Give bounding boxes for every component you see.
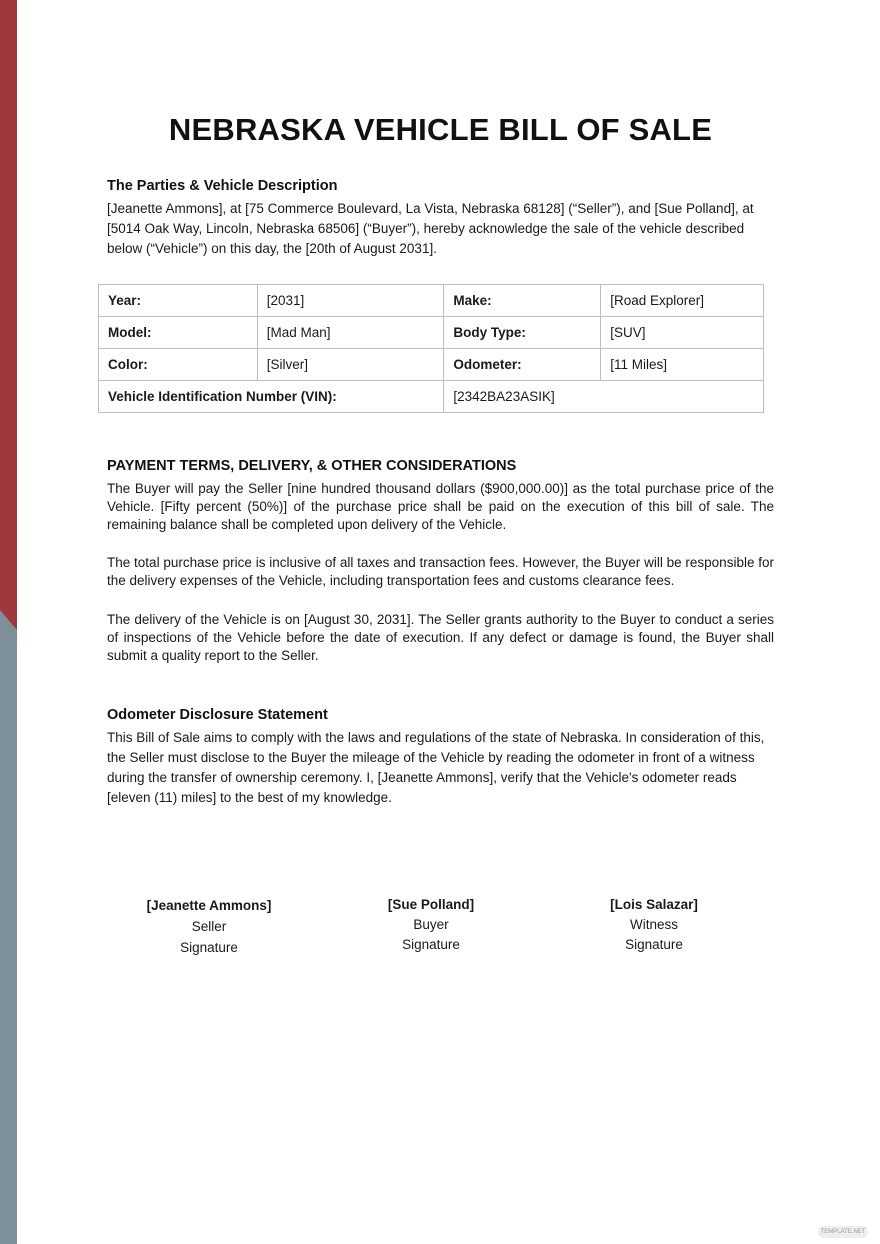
make-value: [Road Explorer]: [601, 285, 764, 317]
buyer-role: Buyer: [413, 917, 449, 932]
payment-paragraph-3: The delivery of the Vehicle is on [August 30, 2031]. The Seller grants authority to the Buyer to conduct a series of inspections of the Vehicle before the date of execution. If any defect or damage is found, the Buyer shall submit a quality report to the Seller.: [107, 612, 774, 663]
body-type-value: [SUV]: [601, 317, 764, 349]
payment-heading: PAYMENT TERMS, DELIVERY, & OTHER CONSIDERATIONS: [107, 458, 517, 474]
year-label: Year:: [99, 285, 258, 317]
table-row: [99, 349, 764, 381]
table-row: [99, 381, 764, 413]
payment-paragraph-2: The total purchase price is inclusive of all taxes and transaction fees. However, the Buyer will be responsible for the delivery expenses of the Vehicle, including transportation fees and customs clearance fees.: [107, 555, 774, 588]
odometer-paragraph: This Bill of Sale aims to comply with the laws and regulations of the state of Nebraska. In consideration of this, the Seller must disclose to the Buyer the mileage of the Vehicle by reading the odometer in front of a witness during the transfer of ownership ceremony. I, [Jeanette Ammons], verify that the Vehicle's odometer reads [eleven (11) miles] to the best of my knowledge.: [107, 730, 765, 805]
witness-role: Witness: [629, 917, 678, 932]
vin-value: [2342BA23ASIK]: [444, 381, 764, 413]
table-row: [99, 285, 764, 317]
model-label: Model:: [99, 317, 258, 349]
side-bar-red-accent: [0, 0, 17, 630]
witness-signature-block: [564, 895, 744, 955]
body-type-label: Body Type:: [444, 317, 601, 349]
odometer-value: [11 Miles]: [601, 349, 764, 381]
template-watermark: TEMPLATE.NET: [818, 1226, 868, 1238]
witness-name: [Lois Salazar]: [610, 897, 698, 912]
make-label: Make:: [444, 285, 601, 317]
witness-signature-label: Signature: [625, 937, 683, 952]
seller-name: [Jeanette Ammons]: [146, 898, 272, 913]
vehicle-details-table: [98, 284, 764, 413]
model-value: [Mad Man]: [257, 317, 444, 349]
odometer-label: Odometer:: [444, 349, 601, 381]
odometer-heading: Odometer Disclosure Statement: [107, 707, 328, 723]
vin-label: Vehicle Identification Number (VIN):: [99, 381, 444, 413]
parties-paragraph: [Jeanette Ammons], at [75 Commerce Boulevard, La Vista, Nebraska 68128] (“Seller”), and [Sue Polland], at [5014 Oak Way, Lincoln, Nebraska 68506] (“Buyer”), hereby acknowledge the sale of the vehicle described below (“Vehicle”) on this day, the [20th of August 2031].: [107, 201, 754, 256]
buyer-name: [Sue Polland]: [387, 897, 475, 912]
seller-role: Seller: [191, 919, 227, 934]
table-row: [99, 317, 764, 349]
document-title: NEBRASKA VEHICLE BILL OF SALE: [168, 112, 713, 147]
parties-heading: The Parties & Vehicle Description: [107, 178, 338, 194]
seller-signature-block: [119, 895, 299, 958]
decorative-side-bar: [0, 0, 17, 1244]
payment-paragraph-1: The Buyer will pay the Seller [nine hundred thousand dollars ($900,000.00)] as the total purchase price of the Vehicle. [Fifty percent (50%)] of the purchase price shall be paid on the execution of this bill of sale. The remaining balance shall be completed upon delivery of the Vehicle.: [107, 481, 774, 532]
seller-signature-label: Signature: [180, 940, 238, 955]
buyer-signature-label: Signature: [402, 937, 460, 952]
color-value: [Silver]: [257, 349, 444, 381]
color-label: Color:: [99, 349, 258, 381]
year-value: [2031]: [257, 285, 444, 317]
buyer-signature-block: [341, 895, 521, 955]
